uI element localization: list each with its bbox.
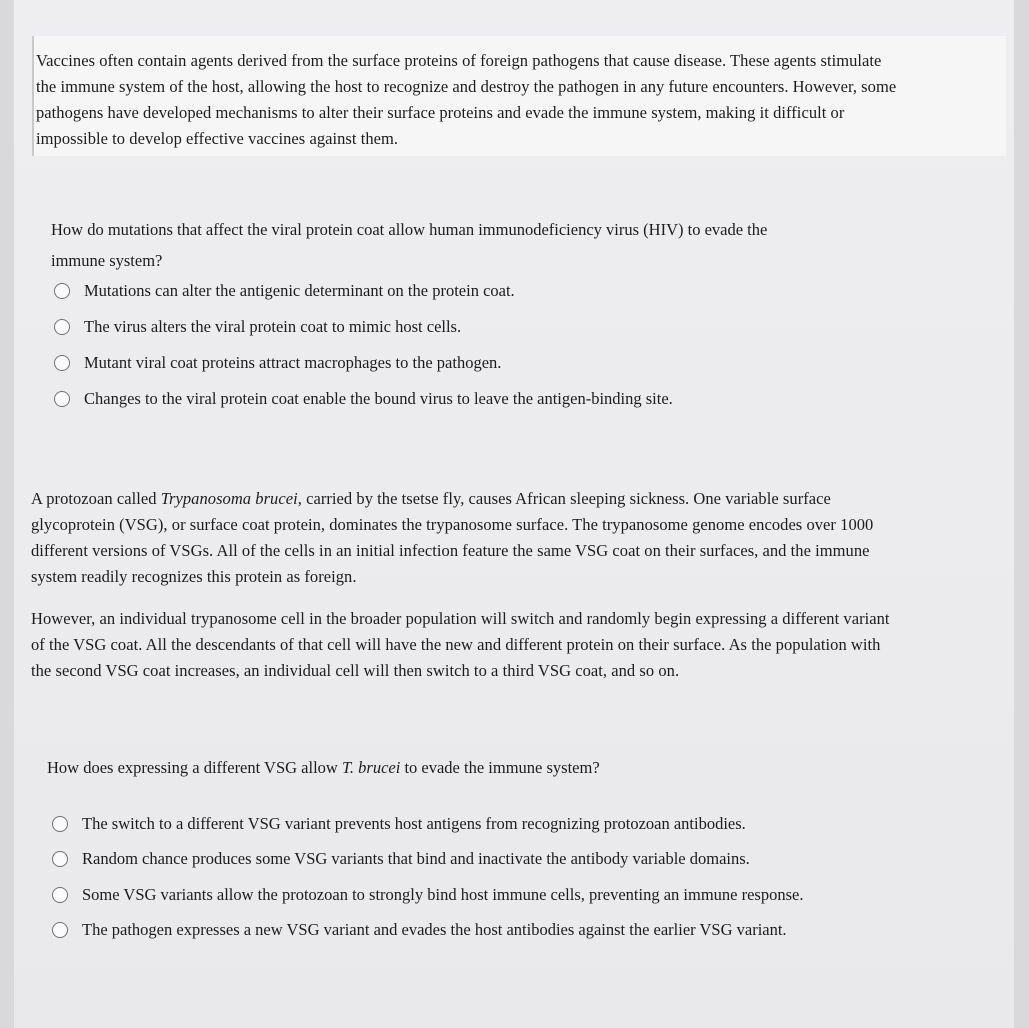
radio-button[interactable] [52, 851, 68, 867]
answer-option[interactable] [54, 309, 673, 345]
passage-paragraph-2 [31, 606, 890, 684]
passage-line [31, 486, 873, 512]
option-label: Random chance produces some VSG variants that bind and inactivate the antibody variable domains. [82, 849, 750, 869]
answer-option[interactable] [52, 913, 803, 949]
radio-button[interactable] [52, 887, 68, 903]
question-text: to evade the immune system? [400, 758, 600, 777]
answer-option[interactable] [52, 877, 803, 913]
intro-line: pathogens have developed mechanisms to alter their surface proteins and evade the immune system, making it difficult or [36, 103, 845, 122]
question-2-prompt [47, 752, 600, 783]
option-label: Mutations can alter the antigenic determinant on the protein coat. [84, 281, 515, 300]
radio-button[interactable] [52, 816, 68, 832]
option-label: Some VSG variants allow the protozoan to strongly bind host immune cells, preventing an immune response. [82, 884, 804, 904]
radio-button[interactable] [54, 319, 70, 335]
passage-line: different versions of VSGs. All of the cells in an initial infection feature the same VSG coat on their surfaces, and the immune [31, 541, 870, 560]
answer-option[interactable] [54, 345, 673, 381]
option-label: Changes to the viral protein coat enable the bound virus to leave the antigen-binding site. [84, 389, 673, 408]
intro-line: Vaccines often contain agents derived from the surface proteins of foreign pathogens that cause disease. These agents stimulate [36, 51, 882, 70]
option-label: The switch to a different VSG variant prevents host antigens from recognizing protozoan antibodies. [82, 813, 746, 833]
answer-option[interactable] [52, 842, 803, 878]
passage-text: A protozoan called [31, 489, 161, 508]
passage-line: system readily recognizes this protein as foreign. [31, 567, 357, 586]
option-label: The virus alters the viral protein coat to mimic host cells. [84, 317, 462, 336]
passage-text: , carried by the tsetse fly, causes African sleeping sickness. One variable surface [297, 489, 831, 508]
question-1-prompt [51, 214, 767, 276]
species-abbrev: T. brucei [341, 758, 401, 777]
radio-button[interactable] [54, 283, 70, 299]
radio-button[interactable] [54, 355, 70, 371]
species-name: Trypanosoma brucei [160, 489, 298, 508]
passage-line: the second VSG coat increases, an individual cell will then switch to a third VSG coat, and so on. [31, 661, 680, 680]
passage-line: However, an individual trypanosome cell in the broader population will switch and randomly begin expressing a different variant [31, 609, 890, 628]
radio-button[interactable] [54, 391, 70, 407]
answer-option[interactable] [54, 381, 673, 417]
passage-line: glycoprotein (VSG), or surface coat protein, dominates the trypanosome surface. The trypanosome genome encodes over 1000 [31, 515, 874, 534]
question-2-options [52, 806, 803, 948]
question-1-options [54, 273, 673, 417]
intro-line: impossible to develop effective vaccines against them. [36, 129, 399, 148]
intro-paragraph [36, 48, 896, 152]
question-line [47, 752, 600, 783]
passage-line: of the VSG coat. All the descendants of that cell will have the new and different protein on their surface. As the population with [31, 635, 881, 654]
intro-line: the immune system of the host, allowing the host to recognize and destroy the pathogen in any future encounters. However, some [36, 77, 897, 96]
passage-paragraph-1 [31, 486, 873, 590]
question-line: How do mutations that affect the viral protein coat allow human immunodeficiency virus (HIV) to evade the [51, 220, 768, 239]
answer-option[interactable] [54, 273, 673, 309]
option-label: The pathogen expresses a new VSG variant and evades the host antibodies against the earlier VSG variant. [82, 920, 787, 940]
question-text: How does expressing a different VSG allow [47, 758, 342, 777]
question-line: immune system? [51, 251, 163, 270]
question-page [14, 0, 1014, 1028]
radio-button[interactable] [52, 922, 68, 938]
answer-option[interactable] [52, 806, 803, 842]
option-label: Mutant viral coat proteins attract macrophages to the pathogen. [84, 353, 502, 372]
